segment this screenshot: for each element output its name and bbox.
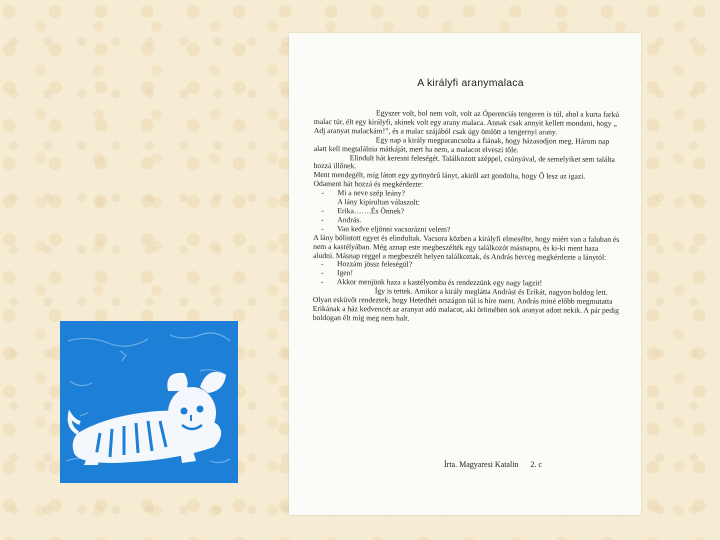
dialogue-line: - András. (321, 214, 362, 225)
dialogue-line: - Hozzám jössz feleségül? (321, 259, 413, 270)
dialogue-line: A lány kipirultan válaszolt: (337, 197, 420, 207)
dialogue-line: - Akkor menjünk haza a kastélyomba és rendezzünk egy nagy lagzit! (320, 277, 543, 288)
dialogue-line: - Mi a neve szép leány? (321, 188, 405, 198)
story-paragraph: Ment mendegélt, míg látott egy gyönyörű lányt, akiről azt gondolta, hogy Ő lesz az igazi. (313, 170, 586, 182)
linocut-illustration (60, 321, 238, 483)
lion-figure-drawing (60, 321, 238, 483)
author-name: Írta. Magyaresi Katalin (444, 460, 519, 469)
dialogue-line: - Igen! (320, 268, 354, 278)
story-text (313, 109, 621, 325)
story-paragraph: Elindult hát keresni feleségét. Találkozott széppel, csúnyával, de semelyiket sem találta hozzá illőnek. (313, 152, 615, 171)
dialogue-line: - Van kedve eljönni vacsorázni velem? (321, 223, 451, 234)
author-signature (444, 460, 542, 469)
story-paragraph: A lány bólintott egyet és elindultak. Vacsora közben a királyfi elmesélte, hogy miért van a faluban és nem a kastélyában. Még aznap este megbeszélték egy találkozót másnapra, és ki-ki ment haza aludni. Másnap reggel a megbeszélt helyen találkoztak, és András herceg megkérdezte a lánytól: (313, 232, 620, 262)
story-paragraph: Egyszer volt, hol nem volt, volt az Óperenciás tengeren is túl, ahol a kurta farkú malac túr, élt egy királyfi, akinek volt egy arany malaca. Annak csak annyit kellett mondani, hogy „ Adj aranyat malackám!”, és a malac szájából csak úgy ömlött a tengernyi arany. (313, 108, 620, 137)
class-grade: 2. c (530, 460, 542, 469)
story-paragraph: Odament hát hozzá és megkérdezte: (313, 179, 424, 189)
story-paragraph: Egy nap a király megparancsolta a fiának, hogy házasodjon meg. Három nap alatt kell megtalálnia mátkáját, mert ha nem, a malacot elveszi tőle. (313, 135, 610, 154)
story-document-page (289, 33, 641, 515)
dialogue-line: - Erika…….És Önnek? (321, 206, 405, 216)
story-paragraph: Így is tettek. Amikor a király meglátta Andrást és Erikát, nagyon boldog lett. Olyan esküvőt rendeztek, hogy Hetedhét országon túl is híre ment. András miné előbb megmutatta Erikának a ház kedvencét az aranyat adó malacot, aki örömében sok aranyat adott nekik. A pár pedig boldogan élt míg meg nem halt. (312, 286, 619, 323)
document-title: A királyfi aranymalaca (417, 77, 524, 89)
